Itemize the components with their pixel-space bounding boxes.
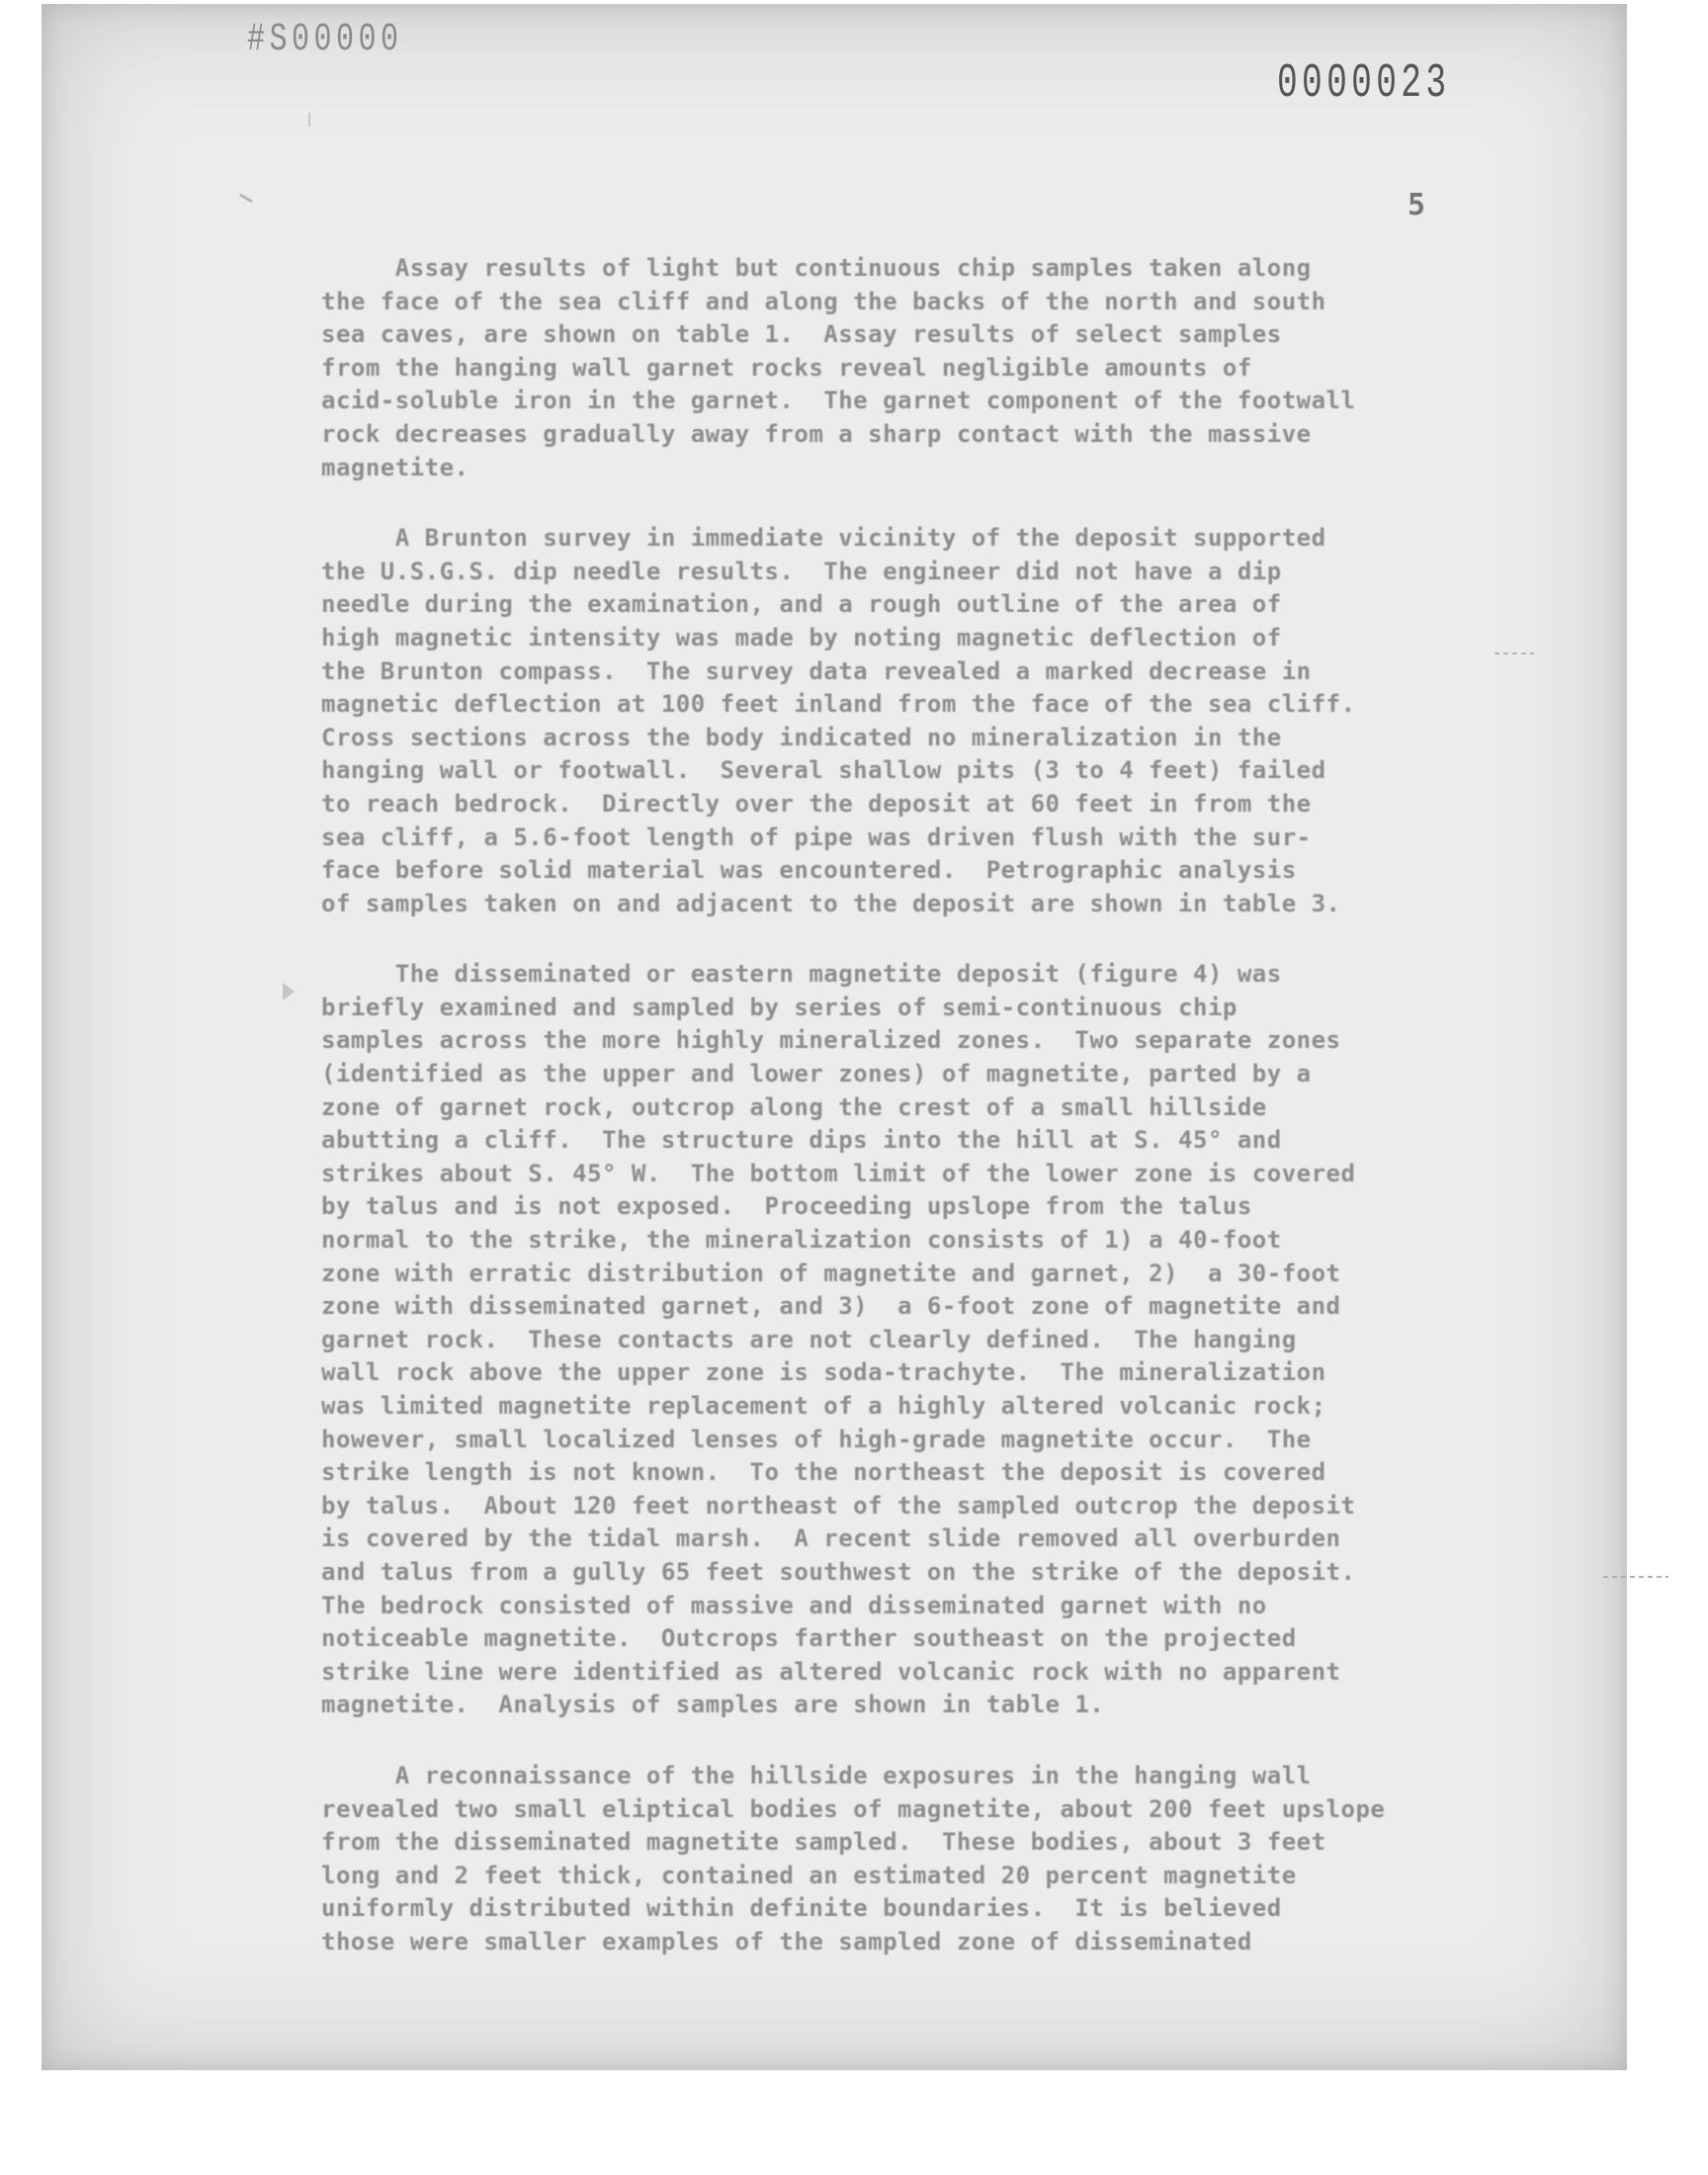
- archive-stamp-left: #S00000: [247, 18, 403, 62]
- text-line: abutting a cliff. The structure dips into the hill at S. 45° and: [321, 1126, 1282, 1155]
- text-line: uniformly distributed within definite boundaries. It is believed: [321, 1894, 1282, 1923]
- text-line: garnet rock. These contacts are not clearly defined. The hanging: [321, 1325, 1297, 1353]
- text-line: needle during the examination, and a rough outline of the area of: [321, 590, 1282, 619]
- text-line: high magnetic intensity was made by noting magnetic deflection of: [321, 623, 1282, 652]
- scan-artifact: [308, 113, 310, 127]
- text-line: strike line were identified as altered volcanic rock with no apparent: [321, 1657, 1341, 1686]
- text-line: strikes about S. 45° W. The bottom limit of the lower zone is covered: [321, 1159, 1356, 1187]
- text-line: face before solid material was encountered. Petrographic analysis: [321, 856, 1297, 885]
- text-line: zone with disseminated garnet, and 3) a 6-foot zone of magnetite and: [321, 1292, 1341, 1321]
- text-line: to reach bedrock. Directly over the deposit at 60 feet in from the: [321, 789, 1312, 818]
- text-line: is covered by the tidal marsh. A recent slide removed all overburden: [321, 1524, 1341, 1553]
- text-line: zone of garnet rock, outcrop along the crest of a small hillside: [321, 1092, 1267, 1121]
- text-line: wall rock above the upper zone is soda-trachyte. The mineralization: [321, 1358, 1326, 1387]
- text-line: Cross sections across the body indicated no mineralization in the: [321, 723, 1282, 751]
- margin-dash: [1603, 1576, 1668, 1578]
- text-line: noticeable magnetite. Outcrops farther southeast on the projected: [321, 1624, 1297, 1653]
- text-line: strike length is not known. To the northeast the deposit is covered: [321, 1458, 1326, 1487]
- page-number: 5: [1408, 188, 1426, 222]
- text-line: normal to the strike, the mineralization consists of 1) a 40-foot: [321, 1226, 1282, 1255]
- text-line: of samples taken on and adjacent to the deposit are shown in table 3.: [321, 889, 1341, 917]
- text-line: those were smaller examples of the sampled zone of disseminated: [321, 1927, 1252, 1956]
- paragraph: [321, 1760, 1507, 1959]
- text-line: by talus. About 120 feet northeast of the sampled outcrop the deposit: [321, 1491, 1356, 1520]
- text-line: magnetite.: [321, 453, 470, 481]
- text-line: sea caves, are shown on table 1. Assay results of select samples: [321, 320, 1282, 349]
- text-line: was limited magnetite replacement of a highly altered volcanic rock;: [321, 1392, 1326, 1420]
- text-line: The bedrock consisted of massive and disseminated garnet with no: [321, 1591, 1267, 1619]
- text-line: The disseminated or eastern magnetite deposit (figure 4) was: [321, 960, 1282, 989]
- paragraph: [321, 252, 1507, 484]
- text-line: the Brunton compass. The survey data revealed a marked decrease in: [321, 656, 1312, 685]
- text-line: revealed two small eliptical bodies of magnetite, about 200 feet upslope: [321, 1794, 1386, 1823]
- text-line: the U.S.G.S. dip needle results. The engineer did not have a dip: [321, 557, 1282, 585]
- text-line: A reconnaissance of the hillside exposures in the hanging wall: [321, 1761, 1312, 1789]
- text-line: hanging wall or footwall. Several shallow pits (3 to 4 feet) failed: [321, 756, 1326, 785]
- paragraph: [321, 958, 1507, 1722]
- text-line: acid-soluble iron in the garnet. The garnet component of the footwall: [321, 387, 1356, 415]
- text-line: sea cliff, a 5.6-foot length of pipe was driven flush with the sur-: [321, 823, 1312, 851]
- text-line: A Brunton survey in immediate vicinity of the deposit supported: [321, 524, 1326, 553]
- text-line: Assay results of light but continuous chip samples taken along: [321, 254, 1312, 282]
- text-line: and talus from a gully 65 feet southwest on the strike of the deposit.: [321, 1557, 1356, 1586]
- text-line: from the disseminated magnetite sampled. These bodies, about 3 feet: [321, 1828, 1326, 1857]
- text-line: from the hanging wall garnet rocks reveal negligible amounts of: [321, 353, 1252, 382]
- margin-mark: [283, 983, 295, 1000]
- archive-stamp-right: 0000023: [1277, 57, 1451, 111]
- text-line: briefly examined and sampled by series of semi-continuous chip: [321, 993, 1238, 1021]
- text-line: by talus and is not exposed. Proceeding upslope from the talus: [321, 1192, 1252, 1221]
- paragraph: [321, 522, 1507, 920]
- text-line: long and 2 feet thick, contained an estimated 20 percent magnetite: [321, 1861, 1297, 1889]
- text-line: samples across the more highly mineralized zones. Two separate zones: [321, 1026, 1341, 1055]
- text-line: however, small localized lenses of high-grade magnetite occur. The: [321, 1425, 1312, 1453]
- text-line: (identified as the upper and lower zones) of magnetite, parted by a: [321, 1060, 1312, 1088]
- text-line: zone with erratic distribution of magnetite and garnet, 2) a 30-foot: [321, 1259, 1341, 1287]
- text-line: the face of the sea cliff and along the backs of the north and south: [321, 287, 1326, 315]
- body-text: [321, 252, 1507, 1997]
- scan-artifact: [239, 194, 253, 204]
- text-line: magnetite. Analysis of samples are shown in table 1.: [321, 1691, 1105, 1719]
- text-line: magnetic deflection at 100 feet inland from the face of the sea cliff.: [321, 690, 1356, 719]
- text-line: rock decreases gradually away from a sharp contact with the massive: [321, 419, 1312, 448]
